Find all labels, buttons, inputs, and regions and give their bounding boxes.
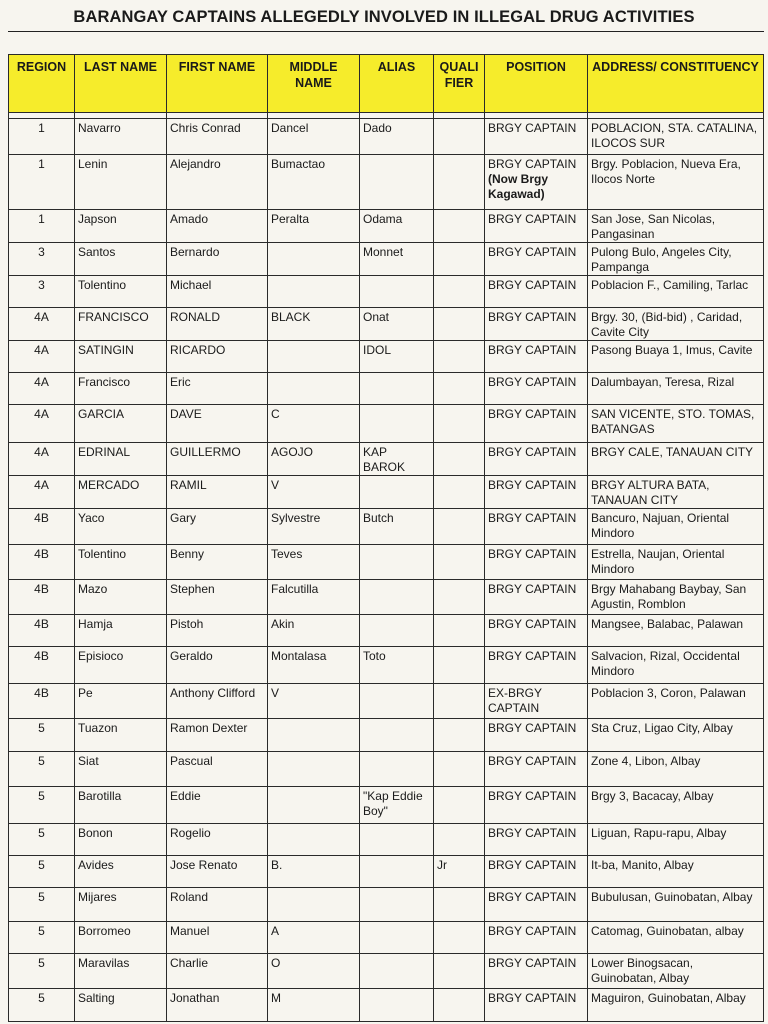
cell-qualifier: [434, 922, 485, 954]
cell-first-name: Ramon Dexter: [167, 719, 268, 752]
cell-last-name: Salting: [75, 989, 167, 1022]
cell-alias: Monnet: [360, 243, 434, 276]
cell-qualifier: [434, 155, 485, 210]
cell-first-name: Rogelio: [167, 824, 268, 856]
cell-position: [485, 308, 588, 341]
cell-region: 1: [9, 210, 75, 243]
cell-region: 4A: [9, 341, 75, 373]
cell-address: Poblacion F., Camiling, Tarlac: [588, 276, 764, 308]
header-middle-name: MIDDLE NAME: [268, 55, 360, 113]
cell-address: San Jose, San Nicolas, Pangasinan: [588, 210, 764, 243]
cell-alias: Dado: [360, 119, 434, 155]
captains-table: [8, 54, 764, 1022]
cell-region: 4B: [9, 615, 75, 647]
cell-last-name: MERCADO: [75, 476, 167, 509]
cell-last-name: Yaco: [75, 509, 167, 545]
cell-alias: IDOL: [360, 341, 434, 373]
cell-alias: Toto: [360, 647, 434, 684]
cell-position: [485, 509, 588, 545]
cell-middle-name: O: [268, 954, 360, 989]
cell-middle-name: [268, 243, 360, 276]
cell-position: [485, 155, 588, 210]
cell-middle-name: Akin: [268, 615, 360, 647]
header-region: REGION: [9, 55, 75, 113]
header-qualifier: QUALI FIER: [434, 55, 485, 113]
table-row: [9, 615, 764, 647]
cell-alias: [360, 824, 434, 856]
position-text: BRGY CAPTAIN: [488, 890, 577, 904]
position-text: BRGY CAPTAIN: [488, 157, 577, 171]
position-text: BRGY CAPTAIN: [488, 212, 577, 226]
cell-qualifier: [434, 210, 485, 243]
cell-address: Pulong Bulo, Angeles City, Pampanga: [588, 243, 764, 276]
cell-last-name: Mijares: [75, 888, 167, 922]
cell-qualifier: [434, 509, 485, 545]
cell-position: [485, 824, 588, 856]
cell-address: Lower Binogsacan, Guinobatan, Albay: [588, 954, 764, 989]
position-text: BRGY CAPTAIN: [488, 310, 577, 324]
cell-middle-name: V: [268, 684, 360, 719]
cell-region: 5: [9, 787, 75, 824]
cell-position: [485, 719, 588, 752]
table-row: [9, 787, 764, 824]
cell-last-name: SATINGIN: [75, 341, 167, 373]
cell-alias: [360, 856, 434, 888]
cell-middle-name: [268, 341, 360, 373]
cell-address: Sta Cruz, Ligao City, Albay: [588, 719, 764, 752]
cell-first-name: Stephen: [167, 580, 268, 615]
table-row: [9, 580, 764, 615]
cell-first-name: Anthony Clifford: [167, 684, 268, 719]
cell-first-name: Jose Renato: [167, 856, 268, 888]
cell-alias: [360, 989, 434, 1022]
cell-position: [485, 787, 588, 824]
cell-first-name: Eric: [167, 373, 268, 405]
cell-address: Brgy 3, Bacacay, Albay: [588, 787, 764, 824]
cell-qualifier: [434, 719, 485, 752]
cell-region: 4B: [9, 545, 75, 580]
table-row: [9, 210, 764, 243]
position-text: BRGY CAPTAIN: [488, 511, 577, 525]
position-text: BRGY CAPTAIN: [488, 924, 577, 938]
cell-middle-name: [268, 752, 360, 787]
table-row: [9, 341, 764, 373]
cell-first-name: Bernardo: [167, 243, 268, 276]
cell-first-name: RONALD: [167, 308, 268, 341]
cell-middle-name: [268, 719, 360, 752]
table-row: [9, 856, 764, 888]
position-text: BRGY CAPTAIN: [488, 245, 577, 259]
cell-first-name: Geraldo: [167, 647, 268, 684]
cell-address: Poblacion 3, Coron, Palawan: [588, 684, 764, 719]
position-text: BRGY CAPTAIN: [488, 649, 577, 663]
table-header-row: [9, 55, 764, 113]
header-first-name: FIRST NAME: [167, 55, 268, 113]
cell-first-name: RAMIL: [167, 476, 268, 509]
cell-last-name: EDRINAL: [75, 443, 167, 476]
cell-alias: [360, 476, 434, 509]
header-alias: ALIAS: [360, 55, 434, 113]
cell-region: 4A: [9, 405, 75, 443]
table-row: [9, 989, 764, 1022]
position-text: BRGY CAPTAIN: [488, 582, 577, 596]
cell-first-name: Pistoh: [167, 615, 268, 647]
cell-qualifier: [434, 888, 485, 922]
cell-alias: [360, 719, 434, 752]
cell-position: [485, 443, 588, 476]
cell-last-name: Mazo: [75, 580, 167, 615]
cell-first-name: Gary: [167, 509, 268, 545]
cell-middle-name: Sylvestre: [268, 509, 360, 545]
cell-first-name: RICARDO: [167, 341, 268, 373]
cell-first-name: Charlie: [167, 954, 268, 989]
cell-middle-name: Bumactao: [268, 155, 360, 210]
cell-region: 5: [9, 856, 75, 888]
cell-position: [485, 684, 588, 719]
cell-last-name: GARCIA: [75, 405, 167, 443]
table-row: [9, 888, 764, 922]
cell-middle-name: [268, 824, 360, 856]
cell-last-name: Navarro: [75, 119, 167, 155]
table-row: [9, 509, 764, 545]
cell-region: 1: [9, 155, 75, 210]
cell-region: 4B: [9, 509, 75, 545]
table-row: [9, 308, 764, 341]
cell-region: 4A: [9, 443, 75, 476]
cell-address: Brgy Mahabang Baybay, San Agustin, Romblon: [588, 580, 764, 615]
cell-last-name: Avides: [75, 856, 167, 888]
cell-alias: [360, 615, 434, 647]
cell-alias: [360, 954, 434, 989]
cell-qualifier: [434, 545, 485, 580]
position-text: BRGY CAPTAIN: [488, 956, 577, 970]
cell-qualifier: [434, 787, 485, 824]
cell-alias: "Kap Eddie Boy": [360, 787, 434, 824]
cell-region: 5: [9, 989, 75, 1022]
cell-last-name: Pe: [75, 684, 167, 719]
cell-alias: [360, 276, 434, 308]
cell-first-name: Pascual: [167, 752, 268, 787]
cell-alias: [360, 684, 434, 719]
cell-address: POBLACION, STA. CATALINA, ILOCOS SUR: [588, 119, 764, 155]
cell-qualifier: [434, 989, 485, 1022]
cell-address: Estrella, Naujan, Oriental Mindoro: [588, 545, 764, 580]
cell-position: [485, 341, 588, 373]
cell-position: [485, 922, 588, 954]
cell-alias: Butch: [360, 509, 434, 545]
header-last-name: LAST NAME: [75, 55, 167, 113]
table-row: [9, 443, 764, 476]
cell-last-name: Francisco: [75, 373, 167, 405]
cell-middle-name: M: [268, 989, 360, 1022]
table-row: [9, 155, 764, 210]
position-text: BRGY CAPTAIN: [488, 478, 577, 492]
position-text: BRGY CAPTAIN: [488, 789, 577, 803]
cell-last-name: FRANCISCO: [75, 308, 167, 341]
cell-address: Brgy. Poblacion, Nueva Era, Ilocos Norte: [588, 155, 764, 210]
cell-address: Bubulusan, Guinobatan, Albay: [588, 888, 764, 922]
cell-last-name: Hamja: [75, 615, 167, 647]
cell-region: 5: [9, 824, 75, 856]
cell-position: [485, 615, 588, 647]
cell-region: 4A: [9, 373, 75, 405]
cell-middle-name: Falcutilla: [268, 580, 360, 615]
cell-alias: [360, 545, 434, 580]
cell-last-name: Santos: [75, 243, 167, 276]
document-title: BARANGAY CAPTAINS ALLEGEDLY INVOLVED IN ILLEGAL DRUG ACTIVITIES: [73, 8, 695, 26]
cell-qualifier: [434, 684, 485, 719]
cell-qualifier: [434, 373, 485, 405]
cell-position: [485, 405, 588, 443]
cell-qualifier: [434, 476, 485, 509]
position-text: BRGY CAPTAIN: [488, 343, 577, 357]
cell-first-name: Alejandro: [167, 155, 268, 210]
cell-position: [485, 243, 588, 276]
cell-middle-name: A: [268, 922, 360, 954]
cell-last-name: Barotilla: [75, 787, 167, 824]
position-text: BRGY CAPTAIN: [488, 375, 577, 389]
table-row: [9, 476, 764, 509]
cell-middle-name: B.: [268, 856, 360, 888]
cell-address: SAN VICENTE, STO. TOMAS, BATANGAS: [588, 405, 764, 443]
cell-first-name: Manuel: [167, 922, 268, 954]
cell-qualifier: [434, 824, 485, 856]
table-row: [9, 684, 764, 719]
position-text: BRGY CAPTAIN: [488, 445, 577, 459]
cell-region: 5: [9, 752, 75, 787]
cell-middle-name: V: [268, 476, 360, 509]
cell-last-name: Lenin: [75, 155, 167, 210]
table-body: [9, 119, 764, 1022]
cell-address: Maguiron, Guinobatan, Albay: [588, 989, 764, 1022]
cell-middle-name: [268, 787, 360, 824]
table-row: [9, 824, 764, 856]
cell-position: [485, 373, 588, 405]
cell-qualifier: [434, 615, 485, 647]
cell-qualifier: [434, 443, 485, 476]
cell-region: 5: [9, 954, 75, 989]
cell-last-name: Maravilas: [75, 954, 167, 989]
cell-alias: Onat: [360, 308, 434, 341]
cell-middle-name: [268, 276, 360, 308]
cell-last-name: Japson: [75, 210, 167, 243]
position-text: BRGY CAPTAIN: [488, 278, 577, 292]
cell-middle-name: Peralta: [268, 210, 360, 243]
cell-alias: [360, 373, 434, 405]
cell-address: Dalumbayan, Teresa, Rizal: [588, 373, 764, 405]
cell-alias: KAP BAROK: [360, 443, 434, 476]
cell-position: [485, 210, 588, 243]
cell-middle-name: [268, 888, 360, 922]
cell-first-name: DAVE: [167, 405, 268, 443]
cell-alias: [360, 888, 434, 922]
cell-region: 4A: [9, 476, 75, 509]
cell-region: 1: [9, 119, 75, 155]
cell-region: 3: [9, 243, 75, 276]
cell-alias: [360, 155, 434, 210]
table-row: [9, 719, 764, 752]
cell-region: 4B: [9, 684, 75, 719]
cell-last-name: Episioco: [75, 647, 167, 684]
cell-first-name: Amado: [167, 210, 268, 243]
cell-address: Salvacion, Rizal, Occidental Mindoro: [588, 647, 764, 684]
position-text: BRGY CAPTAIN: [488, 991, 577, 1005]
cell-first-name: Eddie: [167, 787, 268, 824]
cell-qualifier: [434, 119, 485, 155]
table-row: [9, 405, 764, 443]
table-row: [9, 243, 764, 276]
table-row: [9, 373, 764, 405]
cell-alias: [360, 752, 434, 787]
cell-middle-name: [268, 373, 360, 405]
position-text: BRGY CAPTAIN: [488, 121, 577, 135]
header-address: ADDRESS/ CONSTITUENCY: [588, 55, 764, 113]
cell-region: 5: [9, 888, 75, 922]
cell-address: Zone 4, Libon, Albay: [588, 752, 764, 787]
cell-position: [485, 856, 588, 888]
cell-last-name: Borromeo: [75, 922, 167, 954]
cell-region: 3: [9, 276, 75, 308]
cell-first-name: Michael: [167, 276, 268, 308]
cell-alias: [360, 922, 434, 954]
cell-qualifier: [434, 341, 485, 373]
cell-qualifier: [434, 954, 485, 989]
cell-qualifier: [434, 243, 485, 276]
cell-qualifier: [434, 752, 485, 787]
cell-first-name: GUILLERMO: [167, 443, 268, 476]
position-text: BRGY CAPTAIN: [488, 858, 577, 872]
cell-alias: [360, 580, 434, 615]
cell-first-name: Chris Conrad: [167, 119, 268, 155]
cell-address: Mangsee, Balabac, Palawan: [588, 615, 764, 647]
cell-middle-name: Teves: [268, 545, 360, 580]
table-row: [9, 647, 764, 684]
table-row: [9, 954, 764, 989]
header-position: POSITION: [485, 55, 588, 113]
cell-position: [485, 954, 588, 989]
cell-qualifier: [434, 308, 485, 341]
position-text: BRGY CAPTAIN: [488, 547, 577, 561]
cell-position: [485, 989, 588, 1022]
cell-middle-name: AGOJO: [268, 443, 360, 476]
cell-region: 4B: [9, 580, 75, 615]
cell-last-name: Tuazon: [75, 719, 167, 752]
position-text: EX-BRGY CAPTAIN: [488, 686, 542, 715]
cell-position: [485, 888, 588, 922]
cell-middle-name: Montalasa: [268, 647, 360, 684]
cell-address: It-ba, Manito, Albay: [588, 856, 764, 888]
cell-alias: Odama: [360, 210, 434, 243]
cell-qualifier: Jr: [434, 856, 485, 888]
cell-middle-name: BLACK: [268, 308, 360, 341]
cell-last-name: Bonon: [75, 824, 167, 856]
cell-position: [485, 119, 588, 155]
cell-alias: [360, 405, 434, 443]
position-text: BRGY CAPTAIN: [488, 617, 577, 631]
cell-first-name: Roland: [167, 888, 268, 922]
cell-region: 4A: [9, 308, 75, 341]
cell-qualifier: [434, 580, 485, 615]
table-row: [9, 752, 764, 787]
cell-address: Liguan, Rapu-rapu, Albay: [588, 824, 764, 856]
cell-qualifier: [434, 647, 485, 684]
cell-qualifier: [434, 276, 485, 308]
cell-address: BRGY CALE, TANAUAN CITY: [588, 443, 764, 476]
cell-region: 4B: [9, 647, 75, 684]
cell-address: Pasong Buaya 1, Imus, Cavite: [588, 341, 764, 373]
cell-address: Brgy. 30, (Bid-bid) , Caridad, Cavite City: [588, 308, 764, 341]
cell-region: 5: [9, 922, 75, 954]
table-row: [9, 276, 764, 308]
cell-position: [485, 580, 588, 615]
cell-first-name: Jonathan: [167, 989, 268, 1022]
table-row: [9, 119, 764, 155]
cell-position: [485, 276, 588, 308]
cell-qualifier: [434, 405, 485, 443]
cell-position: [485, 752, 588, 787]
position-note: (Now Brgy Kagawad): [488, 172, 548, 201]
cell-last-name: Siat: [75, 752, 167, 787]
cell-address: Catomag, Guinobatan, albay: [588, 922, 764, 954]
cell-middle-name: Dancel: [268, 119, 360, 155]
title-underline: [8, 31, 764, 32]
position-text: BRGY CAPTAIN: [488, 721, 577, 735]
cell-address: BRGY ALTURA BATA, TANAUAN CITY: [588, 476, 764, 509]
position-text: BRGY CAPTAIN: [488, 407, 577, 421]
cell-first-name: Benny: [167, 545, 268, 580]
cell-last-name: Tolentino: [75, 545, 167, 580]
cell-address: Bancuro, Najuan, Oriental Mindoro: [588, 509, 764, 545]
cell-region: 5: [9, 719, 75, 752]
cell-last-name: Tolentino: [75, 276, 167, 308]
cell-middle-name: C: [268, 405, 360, 443]
table-row: [9, 922, 764, 954]
table-row: [9, 545, 764, 580]
position-text: BRGY CAPTAIN: [488, 826, 577, 840]
cell-position: [485, 647, 588, 684]
cell-position: [485, 545, 588, 580]
position-text: BRGY CAPTAIN: [488, 754, 577, 768]
cell-position: [485, 476, 588, 509]
